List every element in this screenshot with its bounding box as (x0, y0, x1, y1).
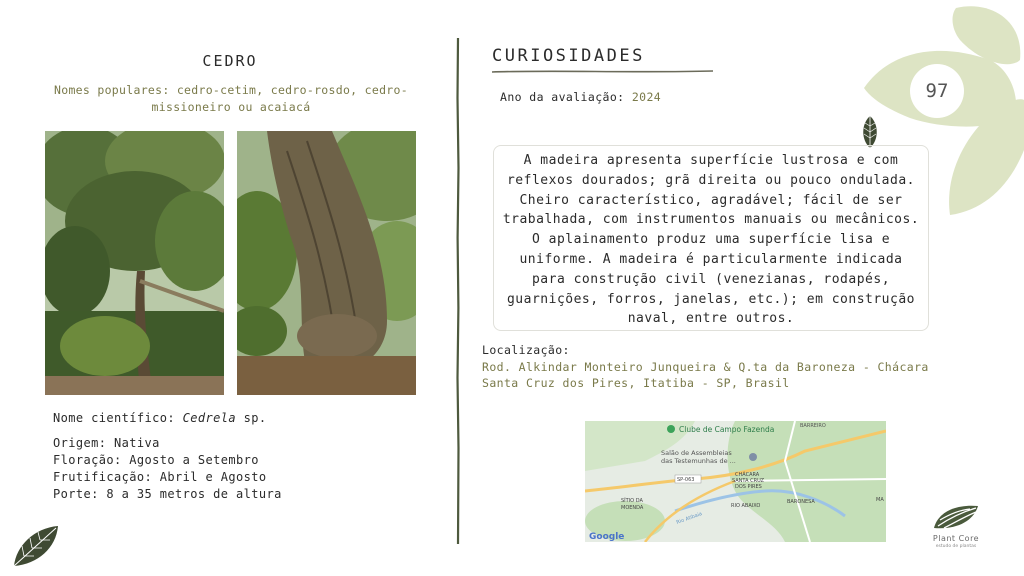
page-number: 97 (910, 64, 964, 118)
location-value: Rod. Alkindar Monteiro Junqueira & Q.ta da Baroneza - Chácara Santa Cruz dos Pires, Itatiba - SP, Brasil (482, 360, 929, 390)
curiosities-text: A madeira apresenta superfície lustrosa e com reflexos dourados; grã direita ou pouco ondulada. Cheiro característico, agradável; fácil de ser trabalhada, com instrumentos manuais ou mecânicos. O aplainamento produz uma superfície lisa e uniforme. A madeira é particularmente indicada para construção civil (venezianas, rodapés, guarnições, forros, janelas, etc.); em construção naval, entre outros. (493, 145, 929, 331)
species-facts (53, 435, 282, 503)
plant-core-logo (930, 500, 982, 534)
brand-tagline: estudo de plantas (935, 544, 977, 549)
column-divider (455, 38, 461, 544)
flowering: Floração: Agosto a Setembro (53, 453, 259, 467)
popular-names: Nomes populares: cedro-cetim, cedro-rosdo, cedro-missioneiro ou acaiacá (54, 83, 408, 114)
location-map[interactable] (585, 421, 886, 542)
map-label-barreiro: BARREIRO (800, 423, 826, 429)
title-underline (490, 68, 715, 76)
year-value: 2024 (631, 90, 662, 104)
map-baronesa: BARONESA (787, 499, 815, 505)
map-poi-salao-1: Salão de Assembleias (661, 449, 732, 457)
map-edge-label: MA (876, 497, 884, 503)
section-title: CURIOSIDADES (492, 46, 645, 66)
location-label: Localização: (482, 343, 570, 357)
scientific-suffix: sp. (236, 411, 267, 425)
size: Porte: 8 a 35 metros de altura (53, 487, 282, 501)
fruiting: Frutificação: Abril e Agosto (53, 470, 267, 484)
tree-photo-trunk (237, 131, 416, 395)
map-sitio-1: SÍTIO DA (621, 498, 643, 504)
map-chacara-1: CHÁCARA (735, 472, 760, 478)
map-poi-clube: Clube de Campo Fazenda (679, 425, 775, 434)
map-river: Rio Atibaia (675, 511, 703, 526)
scientific-name (53, 411, 267, 425)
map-chacara-3: DOS PIRES (735, 484, 762, 490)
scientific-label: Nome científico: (53, 411, 183, 425)
brand-name: Plant Core (932, 534, 980, 543)
leaf-icon-bottom (10, 522, 62, 570)
map-chacara-2: SANTA CRUZ (732, 478, 765, 484)
map-sitio-2: MOENDA (621, 505, 644, 511)
origin: Origem: Nativa (53, 436, 160, 450)
species-title: CEDRO (202, 52, 258, 70)
evaluation-year (500, 90, 661, 104)
map-google-logo: Google (589, 532, 625, 542)
tree-photo-canopy (45, 131, 224, 395)
scientific-genus: Cedrela (182, 411, 236, 425)
year-label: Ano da avaliação: (500, 90, 632, 104)
map-road-sp063: SP-063 (677, 477, 695, 483)
map-rio-abaixo: RIO ABAIXO (731, 503, 761, 509)
map-poi-salao-2: das Testemunhas de ... (661, 457, 736, 465)
